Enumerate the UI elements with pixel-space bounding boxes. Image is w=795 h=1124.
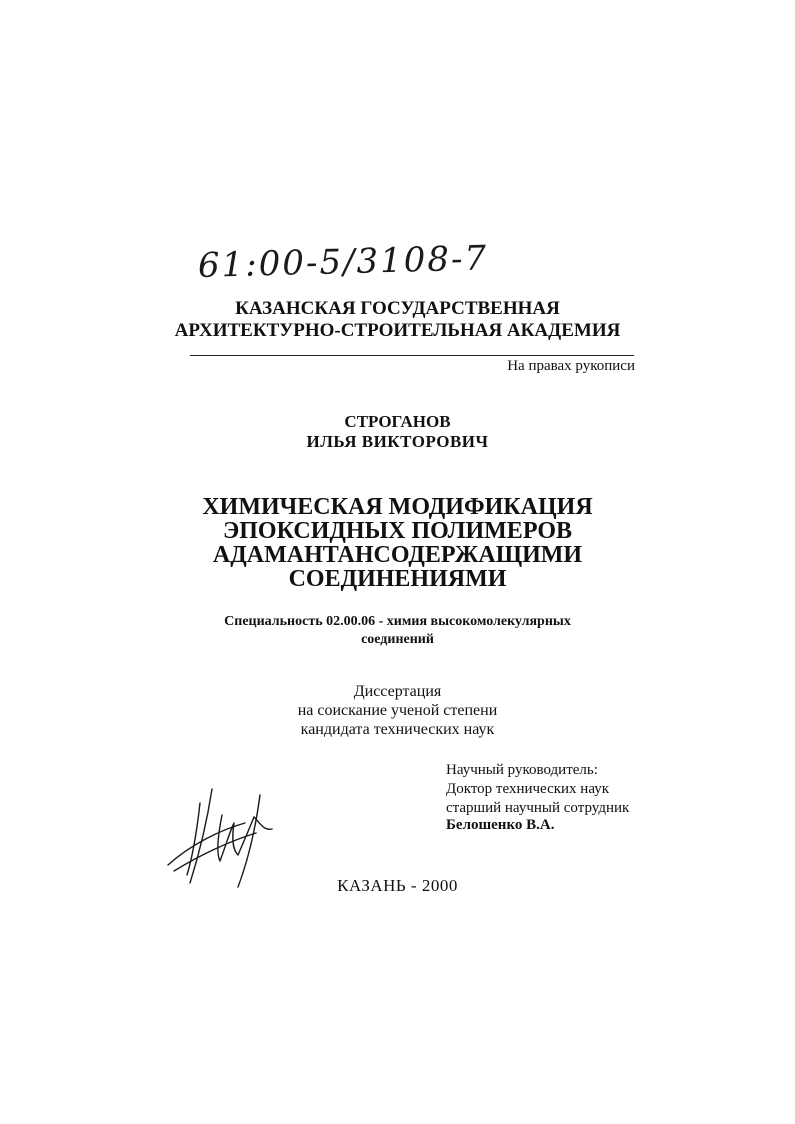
dissertation-type: Диссертация [353,683,442,700]
dissertation-title-line-3: АДАМАНТАНСОДЕРЖАЩИМИ [212,542,583,568]
rights-note: На правах рукописи [507,358,635,374]
supervisor-name: Белошенко В.А. [446,817,555,833]
specialty-line-1: Специальность 02.00.06 - химия высокомолекулярных [224,614,571,629]
institution-line-2: АРХИТЕКТУРНО-СТРОИТЕЛЬНАЯ АКАДЕМИЯ [174,320,621,341]
archive-code-handwritten: 61:00-5/3108-7 [197,238,489,286]
supervisor-degree: Доктор технических наук [446,781,610,797]
city-year: КАЗАНЬ - 2000 [337,876,458,895]
dissertation-purpose: на соискание ученой степени [297,702,498,719]
specialty-line-2: соединений [361,632,434,647]
dissertation-title-line-2: ЭПОКСИДНЫХ ПОЛИМЕРОВ [222,518,573,544]
dissertation-degree: кандидата технических наук [300,721,495,738]
author-surname: СТРОГАНОВ [344,412,451,431]
author-name: ИЛЬЯ ВИКТОРОВИЧ [306,432,489,451]
dissertation-title-line-4: СОЕДИНЕНИЯМИ [288,566,507,592]
header-divider [190,355,634,356]
dissertation-title-line-1: ХИМИЧЕСКАЯ МОДИФИКАЦИЯ [202,494,593,520]
supervisor-role: Научный руководитель: [446,762,598,778]
institution-line-1: КАЗАНСКАЯ ГОСУДАРСТВЕННАЯ [235,298,560,319]
supervisor-position: старший научный сотрудник [446,800,630,816]
